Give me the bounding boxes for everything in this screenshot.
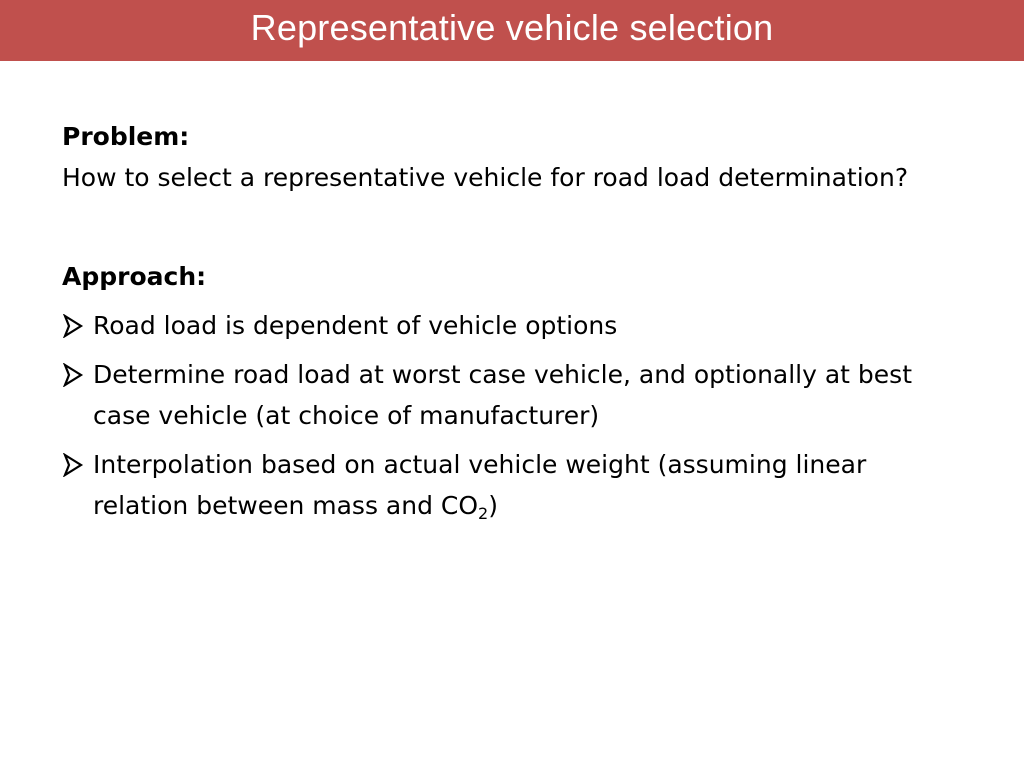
arrowhead-bullet-icon: [62, 314, 84, 338]
approach-heading: Approach:: [62, 262, 207, 291]
slide-title: Representative vehicle selection: [250, 6, 774, 48]
bullet-text: Determine road load at worst case vehicle, and optionally at best case vehicle (at choice of manufacturer): [93, 360, 913, 430]
slide-title-bar: [0, 0, 1024, 61]
approach-bullet-2: [62, 354, 962, 436]
approach-bullet-1: [62, 305, 962, 346]
section-spacer: [62, 198, 962, 256]
arrowhead-bullet-icon: [62, 453, 84, 477]
problem-text: How to select a representative vehicle for road load determination?: [62, 163, 909, 192]
bullet-text: Interpolation based on actual vehicle weight (assuming linear relation between mass and CO: [93, 450, 867, 520]
co2-subscript: 2: [478, 504, 489, 523]
arrowhead-bullet-icon: [62, 363, 84, 387]
slide-body: [62, 116, 962, 526]
problem-heading: Problem:: [62, 122, 190, 151]
bullet-text: Road load is dependent of vehicle options: [93, 311, 618, 340]
approach-bullet-3: [62, 444, 962, 526]
bullet-text-end: ): [488, 491, 498, 520]
